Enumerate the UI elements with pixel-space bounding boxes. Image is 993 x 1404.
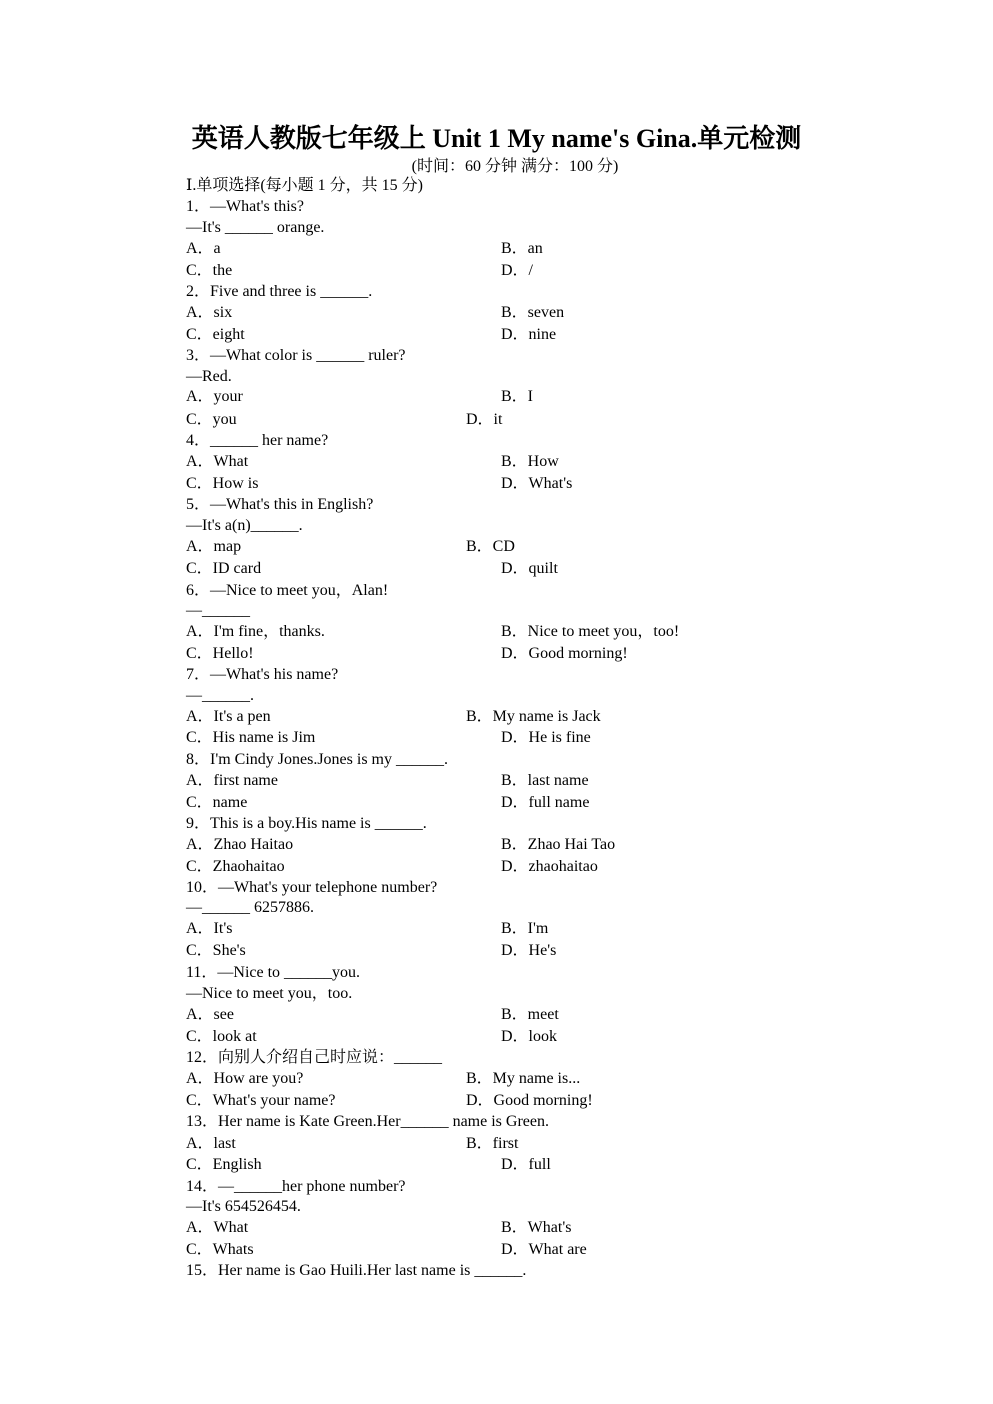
dialogue-line: —______. [186, 687, 254, 704]
answer-option: A．I'm fine，thanks. [186, 623, 325, 640]
answer-option: A．It's [186, 920, 233, 937]
answer-option: D．Good morning! [466, 1092, 593, 1109]
answer-option: B．last name [501, 772, 589, 789]
answer-option: C．Whats [186, 1241, 254, 1258]
dialogue-line: —It's ______ orange. [186, 219, 325, 236]
answer-option: B．My name is... [466, 1070, 581, 1087]
answer-option: A．How are you? [186, 1070, 304, 1087]
answer-option: C．ID card [186, 560, 262, 577]
exam-time-and-score: (时间：60 分钟 满分：100 分) [411, 158, 619, 175]
question-line: 6．—Nice to meet you，Alan! [186, 582, 389, 599]
question-line: 5．—What's this in English? [186, 496, 374, 513]
answer-option: C．How is [186, 475, 259, 492]
answer-option: C．look at [186, 1028, 257, 1045]
answer-option: C．His name is Jim [186, 729, 316, 746]
page-title: 英语人教版七年级上 Unit 1 My name's Gina.单元检测 [191, 124, 802, 153]
answer-option: D．zhaohaitao [501, 858, 598, 875]
question-line: 8．I'm Cindy Jones.Jones is my ______. [186, 751, 449, 768]
question-line: 3．—What color is ______ ruler? [186, 347, 406, 364]
answer-option: A．your [186, 388, 243, 405]
answer-option: D．full name [501, 794, 590, 811]
answer-option: D．nine [501, 326, 557, 343]
answer-option: A．It's a pen [186, 708, 271, 725]
answer-option: B．seven [501, 304, 565, 321]
dialogue-line: —______ 6257886. [186, 899, 314, 916]
question-line: 15．Her name is Gao Huili.Her last name is ______. [186, 1262, 527, 1279]
answer-option: A．see [186, 1006, 234, 1023]
answer-option: B．CD [466, 538, 515, 555]
answer-option: A．six [186, 304, 233, 321]
answer-option: B．first [466, 1135, 519, 1152]
answer-option: B．Nice to meet you，too! [501, 623, 680, 640]
dialogue-line: —It's 654526454. [186, 1198, 301, 1215]
answer-option: C．eight [186, 326, 245, 343]
answer-option: A．What [186, 453, 249, 470]
dialogue-line: —______ [186, 602, 250, 619]
answer-option: B．Zhao Hai Tao [501, 836, 616, 853]
question-line: 2．Five and three is ______. [186, 283, 373, 300]
answer-option: C．She's [186, 942, 246, 959]
question-line: 9．This is a boy.His name is ______. [186, 815, 427, 832]
answer-option: C．name [186, 794, 248, 811]
answer-option: C．Hello! [186, 645, 254, 662]
answer-option: D．He is fine [501, 729, 591, 746]
dialogue-line: —Red. [186, 368, 232, 385]
question-line: 7．—What's his name? [186, 666, 339, 683]
dialogue-line: —It's a(n)______. [186, 517, 303, 534]
answer-option: B．an [501, 240, 543, 257]
answer-option: D．full [501, 1156, 551, 1173]
answer-option: C．English [186, 1156, 262, 1173]
answer-option: D．it [466, 411, 503, 428]
question-line: 10．—What's your telephone number? [186, 879, 438, 896]
answer-option: A．Zhao Haitao [186, 836, 294, 853]
answer-option: C．you [186, 411, 237, 428]
answer-option: B．My name is Jack [466, 708, 601, 725]
answer-option: A．a [186, 240, 221, 257]
answer-option: D．He's [501, 942, 557, 959]
answer-option: C．What's your name? [186, 1092, 336, 1109]
answer-option: D．/ [501, 262, 534, 279]
answer-option: A．first name [186, 772, 278, 789]
answer-option: B．How [501, 453, 559, 470]
answer-option: B．What's [501, 1219, 572, 1236]
answer-option: D．Good morning! [501, 645, 628, 662]
dialogue-line: —Nice to meet you，too. [186, 985, 353, 1002]
answer-option: D．quilt [501, 560, 558, 577]
question-line: 12．向别人介绍自己时应说：______ [186, 1049, 443, 1066]
answer-option: D．look [501, 1028, 558, 1045]
question-line: 14．—______her phone number? [186, 1178, 406, 1195]
answer-option: C．the [186, 262, 233, 279]
answer-option: B．meet [501, 1006, 559, 1023]
answer-option: A．map [186, 538, 242, 555]
question-line: 1．—What's this? [186, 198, 304, 215]
answer-option: A．last [186, 1135, 236, 1152]
answer-option: B．I'm [501, 920, 549, 937]
answer-option: A．What [186, 1219, 249, 1236]
answer-option: C．Zhaohaitao [186, 858, 285, 875]
question-line: 4．______ her name? [186, 432, 329, 449]
answer-option: D．What are [501, 1241, 587, 1258]
question-line: 11．—Nice to ______you. [186, 964, 361, 981]
answer-option: B．I [501, 388, 534, 405]
answer-option: D．What's [501, 475, 573, 492]
question-line: 13．Her name is Kate Green.Her______ name is Green. [186, 1113, 549, 1130]
section-heading: Ⅰ.单项选择(每小题 1 分，共 15 分) [186, 177, 423, 194]
